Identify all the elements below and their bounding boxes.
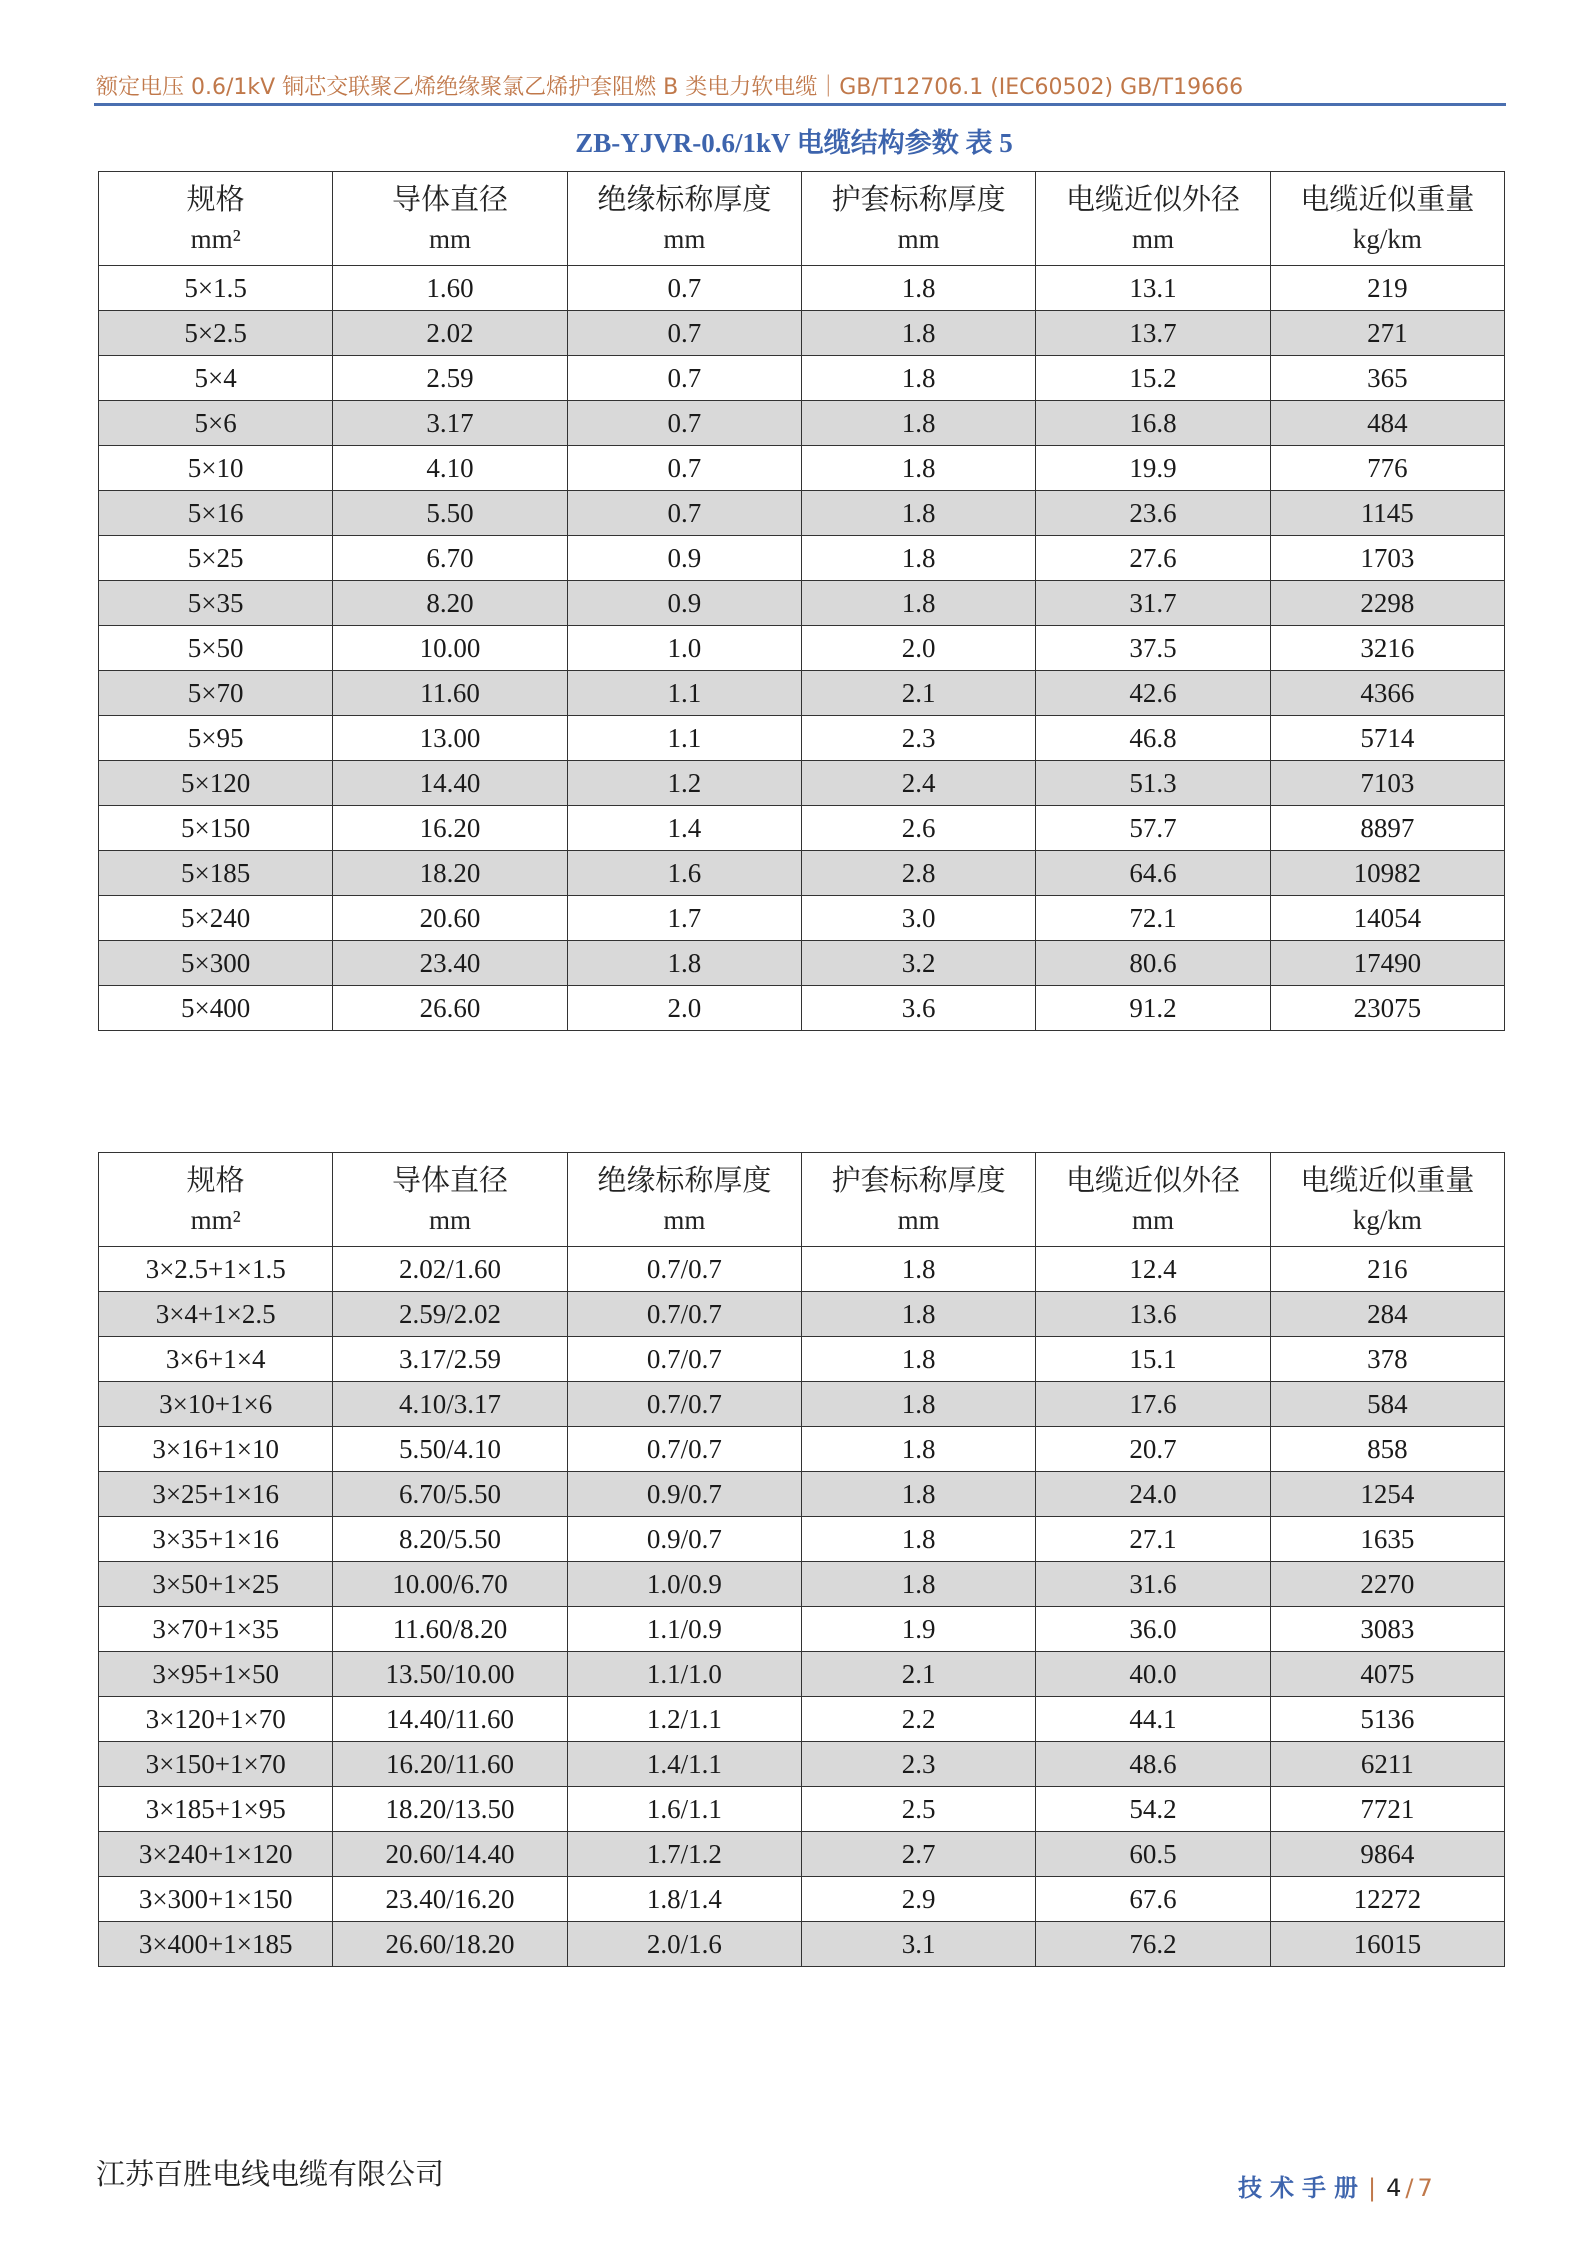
table-cell: 2.02/1.60 bbox=[333, 1247, 567, 1292]
table-cell: 44.1 bbox=[1036, 1697, 1270, 1742]
table-body bbox=[99, 1247, 1505, 1967]
column-header bbox=[1270, 1153, 1504, 1247]
header-divider bbox=[94, 103, 1506, 106]
table-cell: 1703 bbox=[1270, 536, 1504, 581]
table-cell: 16.8 bbox=[1036, 401, 1270, 446]
table-row bbox=[99, 1922, 1505, 1967]
table-cell: 60.5 bbox=[1036, 1832, 1270, 1877]
table-cell: 8.20 bbox=[333, 581, 567, 626]
spec-table-5-core bbox=[98, 171, 1505, 1031]
table-cell: 1.8 bbox=[801, 536, 1035, 581]
table-cell: 1.60 bbox=[333, 266, 567, 311]
table-cell: 13.7 bbox=[1036, 311, 1270, 356]
column-unit: mm bbox=[663, 1204, 706, 1235]
column-name: 导体直径 bbox=[391, 181, 508, 216]
table-cell: 3×4+1×2.5 bbox=[99, 1292, 333, 1337]
table-cell: 3×2.5+1×1.5 bbox=[99, 1247, 333, 1292]
table-cell: 3.17/2.59 bbox=[333, 1337, 567, 1382]
column-name: 绝缘标称厚度 bbox=[597, 181, 772, 216]
table-cell: 3×300+1×150 bbox=[99, 1877, 333, 1922]
table-row bbox=[99, 941, 1505, 986]
table-cell: 13.1 bbox=[1036, 266, 1270, 311]
table-header bbox=[99, 172, 1505, 266]
table-row bbox=[99, 1382, 1505, 1427]
column-name: 电缆近似外径 bbox=[1065, 1162, 1240, 1197]
table-cell: 26.60/18.20 bbox=[333, 1922, 567, 1967]
column-unit: mm bbox=[897, 1204, 940, 1235]
table-cell: 20.60 bbox=[333, 896, 567, 941]
table-cell: 4.10/3.17 bbox=[333, 1382, 567, 1427]
table-cell: 484 bbox=[1270, 401, 1504, 446]
table-cell: 0.7/0.7 bbox=[567, 1382, 801, 1427]
table-cell: 1.6 bbox=[567, 851, 801, 896]
table-cell: 1.8 bbox=[801, 1337, 1035, 1382]
table-cell: 13.6 bbox=[1036, 1292, 1270, 1337]
table-cell: 64.6 bbox=[1036, 851, 1270, 896]
table-cell: 3.1 bbox=[801, 1922, 1035, 1967]
table-row bbox=[99, 1652, 1505, 1697]
column-name: 规格 bbox=[186, 181, 245, 216]
table-cell: 2.7 bbox=[801, 1832, 1035, 1877]
table-cell: 5×120 bbox=[99, 761, 333, 806]
table-cell: 11.60 bbox=[333, 671, 567, 716]
column-name: 电缆近似外径 bbox=[1065, 181, 1240, 216]
table-cell: 13.50/10.00 bbox=[333, 1652, 567, 1697]
table-cell: 72.1 bbox=[1036, 896, 1270, 941]
table-cell: 0.9/0.7 bbox=[567, 1472, 801, 1517]
spec-table-3plus1-core bbox=[98, 1152, 1505, 1967]
table-cell: 3×70+1×35 bbox=[99, 1607, 333, 1652]
table-cell: 2.2 bbox=[801, 1697, 1035, 1742]
table-cell: 48.6 bbox=[1036, 1742, 1270, 1787]
company-name: 江苏百胜电线电缆有限公司 bbox=[96, 2157, 445, 2191]
table-cell: 3.2 bbox=[801, 941, 1035, 986]
table-cell: 3×150+1×70 bbox=[99, 1742, 333, 1787]
table-body bbox=[99, 266, 1505, 1031]
column-header bbox=[567, 1153, 801, 1247]
table-row bbox=[99, 446, 1505, 491]
table-cell: 16.20 bbox=[333, 806, 567, 851]
table-cell: 1.6/1.1 bbox=[567, 1787, 801, 1832]
table-row bbox=[99, 1247, 1505, 1292]
table-row bbox=[99, 1517, 1505, 1562]
table-cell: 12.4 bbox=[1036, 1247, 1270, 1292]
table-cell: 1.2 bbox=[567, 761, 801, 806]
table-cell: 14.40/11.60 bbox=[333, 1697, 567, 1742]
table-cell: 2.0/1.6 bbox=[567, 1922, 801, 1967]
table-cell: 5.50 bbox=[333, 491, 567, 536]
table-cell: 584 bbox=[1270, 1382, 1504, 1427]
table-cell: 1.8/1.4 bbox=[567, 1877, 801, 1922]
column-header bbox=[801, 1153, 1035, 1247]
table-cell: 5×1.5 bbox=[99, 266, 333, 311]
table-cell: 18.20 bbox=[333, 851, 567, 896]
table-row bbox=[99, 1697, 1505, 1742]
table-cell: 31.7 bbox=[1036, 581, 1270, 626]
table-cell: 57.7 bbox=[1036, 806, 1270, 851]
table-title: ZB-YJVR-0.6/1kV 电缆结构参数 表 5 bbox=[575, 128, 1013, 158]
table-row bbox=[99, 536, 1505, 581]
table-row bbox=[99, 986, 1505, 1031]
table-cell: 6.70 bbox=[333, 536, 567, 581]
table-cell: 23.6 bbox=[1036, 491, 1270, 536]
table-cell: 216 bbox=[1270, 1247, 1504, 1292]
table-cell: 1.4 bbox=[567, 806, 801, 851]
table-cell: 15.2 bbox=[1036, 356, 1270, 401]
table-cell: 2.6 bbox=[801, 806, 1035, 851]
table-cell: 2.5 bbox=[801, 1787, 1035, 1832]
table-cell: 0.7/0.7 bbox=[567, 1247, 801, 1292]
table-header bbox=[99, 1153, 1505, 1247]
table-cell: 6.70/5.50 bbox=[333, 1472, 567, 1517]
table-cell: 0.7/0.7 bbox=[567, 1337, 801, 1382]
table-cell: 3216 bbox=[1270, 626, 1504, 671]
table-cell: 5×95 bbox=[99, 716, 333, 761]
column-unit: mm bbox=[663, 223, 706, 254]
table-row bbox=[99, 1832, 1505, 1877]
document-header: 额定电压 0.6/1kV 铜芯交联聚乙烯绝缘聚氯乙烯护套阻燃 B 类电力软电缆｜GB/T12706.1 (IEC60502) GB/T19666 bbox=[96, 75, 1244, 100]
table-cell: 0.9 bbox=[567, 581, 801, 626]
table-cell: 0.7 bbox=[567, 311, 801, 356]
table-cell: 5×185 bbox=[99, 851, 333, 896]
column-unit: mm² bbox=[190, 1204, 241, 1235]
table-cell: 3.0 bbox=[801, 896, 1035, 941]
table-cell: 5×70 bbox=[99, 671, 333, 716]
table-cell: 2.1 bbox=[801, 1652, 1035, 1697]
table-row bbox=[99, 626, 1505, 671]
table-cell: 5714 bbox=[1270, 716, 1504, 761]
column-name: 护套标称厚度 bbox=[831, 1162, 1006, 1197]
table-cell: 46.8 bbox=[1036, 716, 1270, 761]
table-cell: 3×16+1×10 bbox=[99, 1427, 333, 1472]
table-cell: 8.20/5.50 bbox=[333, 1517, 567, 1562]
column-unit: mm bbox=[1131, 223, 1174, 254]
table-cell: 14054 bbox=[1270, 896, 1504, 941]
table-row bbox=[99, 806, 1505, 851]
table-cell: 1.8 bbox=[801, 401, 1035, 446]
header-row bbox=[99, 172, 1505, 266]
table-row bbox=[99, 896, 1505, 941]
table-cell: 1.8 bbox=[801, 1562, 1035, 1607]
page-current: 4 bbox=[1386, 2174, 1402, 2202]
table-cell: 1.1 bbox=[567, 716, 801, 761]
table-cell: 5.50/4.10 bbox=[333, 1427, 567, 1472]
table-row bbox=[99, 671, 1505, 716]
table-cell: 6211 bbox=[1270, 1742, 1504, 1787]
column-unit: mm bbox=[897, 223, 940, 254]
table-cell: 13.00 bbox=[333, 716, 567, 761]
table-cell: 80.6 bbox=[1036, 941, 1270, 986]
table-cell: 24.0 bbox=[1036, 1472, 1270, 1517]
column-unit: mm² bbox=[190, 223, 241, 254]
table-cell: 10.00/6.70 bbox=[333, 1562, 567, 1607]
column-header bbox=[801, 172, 1035, 266]
table-cell: 36.0 bbox=[1036, 1607, 1270, 1652]
column-header bbox=[333, 1153, 567, 1247]
table-cell: 2.4 bbox=[801, 761, 1035, 806]
table-cell: 76.2 bbox=[1036, 1922, 1270, 1967]
table-cell: 1635 bbox=[1270, 1517, 1504, 1562]
table-cell: 0.7 bbox=[567, 266, 801, 311]
table-cell: 0.7/0.7 bbox=[567, 1427, 801, 1472]
column-unit: mm bbox=[428, 223, 471, 254]
table-cell: 3×35+1×16 bbox=[99, 1517, 333, 1562]
table-cell: 1.8 bbox=[801, 581, 1035, 626]
table-cell: 0.9 bbox=[567, 536, 801, 581]
column-header bbox=[567, 172, 801, 266]
table-cell: 2.0 bbox=[567, 986, 801, 1031]
table-cell: 0.7 bbox=[567, 446, 801, 491]
table-cell: 10.00 bbox=[333, 626, 567, 671]
table-cell: 23075 bbox=[1270, 986, 1504, 1031]
column-header bbox=[1036, 1153, 1270, 1247]
table-cell: 0.7/0.7 bbox=[567, 1292, 801, 1337]
table-row bbox=[99, 356, 1505, 401]
table-cell: 9864 bbox=[1270, 1832, 1504, 1877]
table-cell: 2.3 bbox=[801, 1742, 1035, 1787]
table-cell: 284 bbox=[1270, 1292, 1504, 1337]
table-cell: 3×95+1×50 bbox=[99, 1652, 333, 1697]
column-name: 电缆近似重量 bbox=[1300, 181, 1475, 216]
table-cell: 67.6 bbox=[1036, 1877, 1270, 1922]
table-cell: 3×25+1×16 bbox=[99, 1472, 333, 1517]
table-cell: 1145 bbox=[1270, 491, 1504, 536]
table-cell: 3×10+1×6 bbox=[99, 1382, 333, 1427]
column-header bbox=[99, 172, 333, 266]
table-cell: 2.9 bbox=[801, 1877, 1035, 1922]
table-cell: 1.9 bbox=[801, 1607, 1035, 1652]
table-cell: 0.7 bbox=[567, 356, 801, 401]
page-footer bbox=[1238, 2168, 1433, 2203]
table-cell: 3.17 bbox=[333, 401, 567, 446]
table-cell: 1.8 bbox=[801, 1427, 1035, 1472]
table-row bbox=[99, 1562, 1505, 1607]
column-unit: mm bbox=[1131, 1204, 1174, 1235]
table-cell: 2.59 bbox=[333, 356, 567, 401]
table-cell: 16.20/11.60 bbox=[333, 1742, 567, 1787]
table-cell: 4.10 bbox=[333, 446, 567, 491]
table-row bbox=[99, 1337, 1505, 1382]
table-cell: 0.7 bbox=[567, 401, 801, 446]
page-slash: / bbox=[1405, 2174, 1414, 2202]
table-cell: 1.1/0.9 bbox=[567, 1607, 801, 1652]
table-cell: 5×10 bbox=[99, 446, 333, 491]
table-cell: 2.59/2.02 bbox=[333, 1292, 567, 1337]
table-cell: 27.6 bbox=[1036, 536, 1270, 581]
table-cell: 2.1 bbox=[801, 671, 1035, 716]
table-cell: 14.40 bbox=[333, 761, 567, 806]
table-row bbox=[99, 1472, 1505, 1517]
table-row bbox=[99, 581, 1505, 626]
table-cell: 1.8 bbox=[801, 356, 1035, 401]
table-cell: 1.8 bbox=[801, 1247, 1035, 1292]
table-row bbox=[99, 1742, 1505, 1787]
table-cell: 1.8 bbox=[801, 1382, 1035, 1427]
table-cell: 15.1 bbox=[1036, 1337, 1270, 1382]
table-cell: 1.4/1.1 bbox=[567, 1742, 801, 1787]
table-cell: 1.1 bbox=[567, 671, 801, 716]
table-cell: 54.2 bbox=[1036, 1787, 1270, 1832]
table-row bbox=[99, 491, 1505, 536]
table-cell: 23.40/16.20 bbox=[333, 1877, 567, 1922]
table-cell: 3×50+1×25 bbox=[99, 1562, 333, 1607]
table-cell: 3×240+1×120 bbox=[99, 1832, 333, 1877]
table-cell: 18.20/13.50 bbox=[333, 1787, 567, 1832]
table-row bbox=[99, 1607, 1505, 1652]
table-cell: 23.40 bbox=[333, 941, 567, 986]
table-row bbox=[99, 851, 1505, 896]
table-cell: 20.60/14.40 bbox=[333, 1832, 567, 1877]
table-cell: 27.1 bbox=[1036, 1517, 1270, 1562]
table-cell: 1.8 bbox=[801, 1472, 1035, 1517]
table-cell: 5×35 bbox=[99, 581, 333, 626]
table-cell: 5×25 bbox=[99, 536, 333, 581]
table-cell: 91.2 bbox=[1036, 986, 1270, 1031]
table-cell: 26.60 bbox=[333, 986, 567, 1031]
table-cell: 7721 bbox=[1270, 1787, 1504, 1832]
manual-label: 技术手册 bbox=[1238, 2174, 1366, 2202]
table-cell: 16015 bbox=[1270, 1922, 1504, 1967]
table-cell: 2298 bbox=[1270, 581, 1504, 626]
column-header bbox=[99, 1153, 333, 1247]
table-row bbox=[99, 1427, 1505, 1472]
column-name: 导体直径 bbox=[391, 1162, 508, 1197]
table-cell: 5×4 bbox=[99, 356, 333, 401]
table-cell: 4075 bbox=[1270, 1652, 1504, 1697]
table-cell: 31.6 bbox=[1036, 1562, 1270, 1607]
table-cell: 42.6 bbox=[1036, 671, 1270, 716]
table-row bbox=[99, 1877, 1505, 1922]
table-cell: 365 bbox=[1270, 356, 1504, 401]
table-cell: 1.2/1.1 bbox=[567, 1697, 801, 1742]
table-cell: 2.02 bbox=[333, 311, 567, 356]
table-cell: 17.6 bbox=[1036, 1382, 1270, 1427]
table-cell: 5×2.5 bbox=[99, 311, 333, 356]
table-cell: 2270 bbox=[1270, 1562, 1504, 1607]
table-cell: 4366 bbox=[1270, 671, 1504, 716]
table-row bbox=[99, 401, 1505, 446]
table-cell: 1.8 bbox=[567, 941, 801, 986]
table-cell: 1254 bbox=[1270, 1472, 1504, 1517]
table-row bbox=[99, 1292, 1505, 1337]
table-cell: 40.0 bbox=[1036, 1652, 1270, 1697]
table-cell: 12272 bbox=[1270, 1877, 1504, 1922]
table-cell: 5136 bbox=[1270, 1697, 1504, 1742]
table-cell: 1.0/0.9 bbox=[567, 1562, 801, 1607]
column-unit: kg/km bbox=[1352, 223, 1422, 254]
column-name: 绝缘标称厚度 bbox=[597, 1162, 772, 1197]
table-cell: 1.8 bbox=[801, 491, 1035, 536]
table-cell: 5×400 bbox=[99, 986, 333, 1031]
page-total: 7 bbox=[1417, 2174, 1433, 2202]
table-cell: 1.8 bbox=[801, 1292, 1035, 1337]
table-cell: 3×120+1×70 bbox=[99, 1697, 333, 1742]
table-row bbox=[99, 716, 1505, 761]
table-cell: 5×150 bbox=[99, 806, 333, 851]
column-unit: kg/km bbox=[1352, 1204, 1422, 1235]
table-cell: 5×300 bbox=[99, 941, 333, 986]
table-cell: 3×185+1×95 bbox=[99, 1787, 333, 1832]
column-name: 护套标称厚度 bbox=[831, 181, 1006, 216]
table-row bbox=[99, 1787, 1505, 1832]
table-cell: 5×240 bbox=[99, 896, 333, 941]
table-cell: 17490 bbox=[1270, 941, 1504, 986]
table-cell: 1.0 bbox=[567, 626, 801, 671]
table-cell: 5×6 bbox=[99, 401, 333, 446]
footer-separator: | bbox=[1368, 2174, 1377, 2202]
table-cell: 1.8 bbox=[801, 446, 1035, 491]
column-header bbox=[1270, 172, 1504, 266]
table-cell: 1.8 bbox=[801, 266, 1035, 311]
table-cell: 8897 bbox=[1270, 806, 1504, 851]
table-cell: 2.0 bbox=[801, 626, 1035, 671]
table-cell: 51.3 bbox=[1036, 761, 1270, 806]
table-cell: 1.8 bbox=[801, 311, 1035, 356]
table-cell: 10982 bbox=[1270, 851, 1504, 896]
header-row bbox=[99, 1153, 1505, 1247]
table-row bbox=[99, 266, 1505, 311]
table-cell: 776 bbox=[1270, 446, 1504, 491]
table-cell: 219 bbox=[1270, 266, 1504, 311]
column-unit: mm bbox=[428, 1204, 471, 1235]
table-cell: 0.9/0.7 bbox=[567, 1517, 801, 1562]
table-cell: 1.7/1.2 bbox=[567, 1832, 801, 1877]
table-cell: 11.60/8.20 bbox=[333, 1607, 567, 1652]
table-cell: 3.6 bbox=[801, 986, 1035, 1031]
table-cell: 2.3 bbox=[801, 716, 1035, 761]
table-cell: 2.8 bbox=[801, 851, 1035, 896]
table-cell: 20.7 bbox=[1036, 1427, 1270, 1472]
table-cell: 271 bbox=[1270, 311, 1504, 356]
table-row bbox=[99, 311, 1505, 356]
table-cell: 3×400+1×185 bbox=[99, 1922, 333, 1967]
table-cell: 1.8 bbox=[801, 1517, 1035, 1562]
table-cell: 378 bbox=[1270, 1337, 1504, 1382]
column-header bbox=[1036, 172, 1270, 266]
table-cell: 1.7 bbox=[567, 896, 801, 941]
table-cell: 5×16 bbox=[99, 491, 333, 536]
table-cell: 858 bbox=[1270, 1427, 1504, 1472]
column-name: 电缆近似重量 bbox=[1300, 1162, 1475, 1197]
table-cell: 0.7 bbox=[567, 491, 801, 536]
table-cell: 1.1/1.0 bbox=[567, 1652, 801, 1697]
table-cell: 7103 bbox=[1270, 761, 1504, 806]
table-row bbox=[99, 761, 1505, 806]
table-cell: 3×6+1×4 bbox=[99, 1337, 333, 1382]
table-cell: 19.9 bbox=[1036, 446, 1270, 491]
column-name: 规格 bbox=[186, 1162, 245, 1197]
table-cell: 37.5 bbox=[1036, 626, 1270, 671]
table-cell: 3083 bbox=[1270, 1607, 1504, 1652]
table-cell: 5×50 bbox=[99, 626, 333, 671]
column-header bbox=[333, 172, 567, 266]
